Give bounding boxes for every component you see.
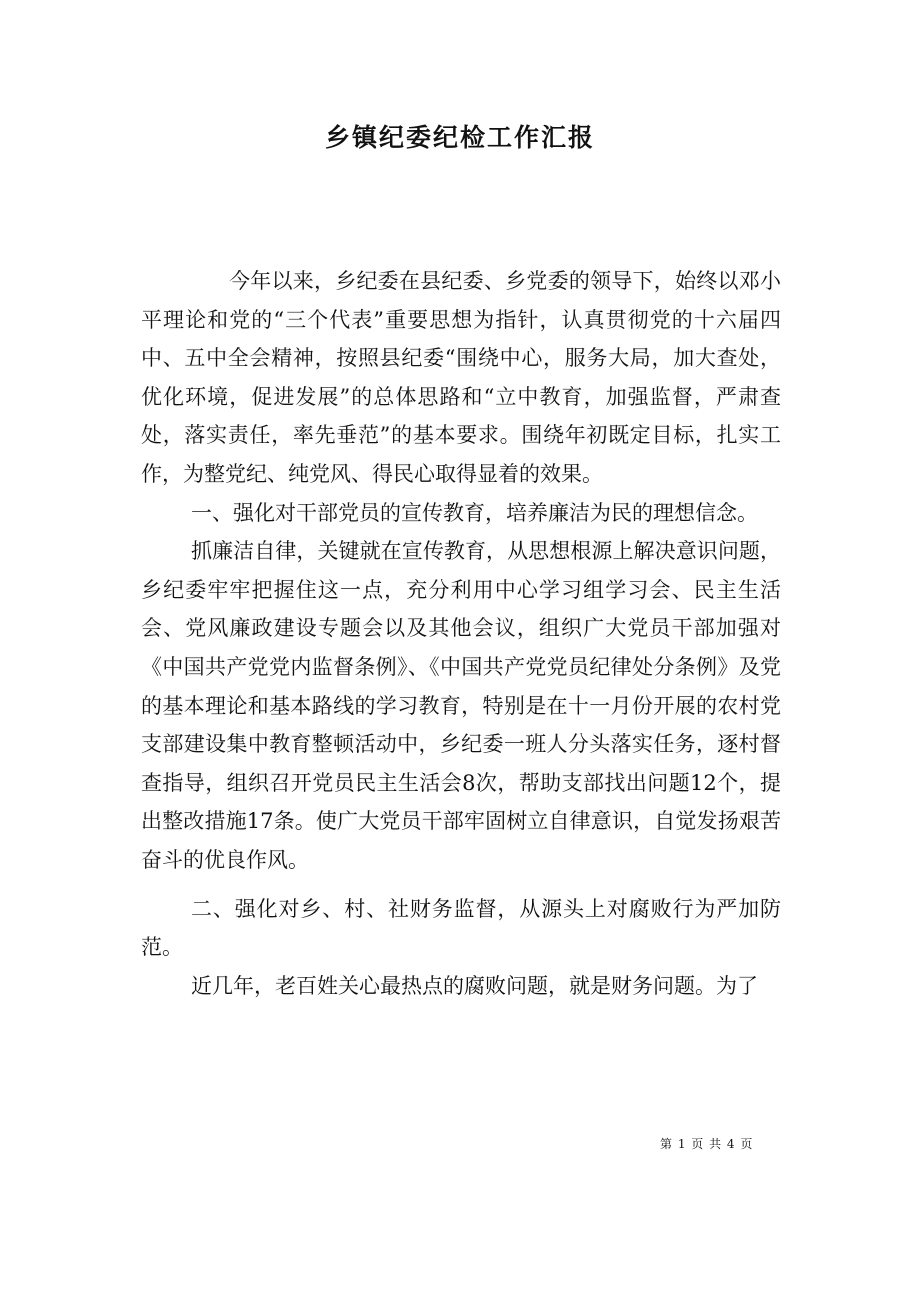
section-heading-2: 二、强化对乡、村、社财务监督，从源头上对腐败行为严加防范。 xyxy=(141,896,781,960)
page-number: 第 1 页 共 4 页 xyxy=(660,1137,754,1151)
document-title: 乡镇纪委纪检工作汇报 xyxy=(324,123,595,152)
document-body xyxy=(141,262,781,1005)
paragraph-finance: 近几年，老百姓关心最热点的腐败问题，就是财务问题。为了 xyxy=(191,973,758,998)
paragraph-education: 抓廉洁自律，关键就在宣传教育，从思想根源上解决意识问题，乡纪委牢牢把握住这一点，充分利用中心学习组学习会、民主生活会、党风廉政建设专题会以及其他会议，组织广大党员干部加强对《中国共产党党内监督条例》、《中国共产党党员纪律处分条例》及党的基本理论和基本路线的学习教育，特别是在十一月份开展的农村党支部建设集中教育整顿活动中，乡纪委一班人分头落实任务，逐村督查指导，组织召开党员民主生活会8次，帮助支部找出问题12个，提出整改措施17条。使广大党员干部牢固树立自律意识，自觉发扬艰苦奋斗的优良作风。 xyxy=(141,539,781,872)
paragraph-intro: 今年以来，乡纪委在县纪委、乡党委的领导下，始终以邓小平理论和党的“三个代表”重要思想为指针，认真贯彻党的十六届四中、五中全会精神，按照县纪委“围绕中心，服务大局，加大查处，优化环境，促进发展”的总体思路和“立中教育，加强监督，严肃查处，落实责任，率先垂范”的基本要求。围绕年初既定目标，扎实工作，为整党纪、纯党风、得民心取得显着的效果。 xyxy=(141,269,781,486)
section-heading-1: 一、强化对干部党员的宣传教育，培养廉洁为民的理想信念。 xyxy=(191,500,758,525)
